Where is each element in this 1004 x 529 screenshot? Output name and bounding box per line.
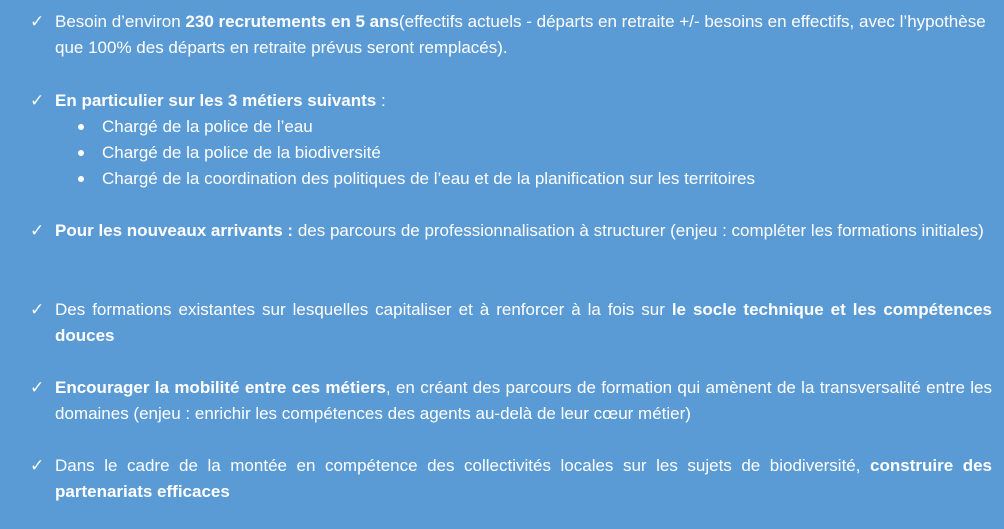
checkmark-icon: ✓ [30, 221, 45, 240]
item-text-bold: le socle technique et les compétences douces [55, 300, 992, 345]
item-text-bold: 230 recrutements en 5 ans [185, 12, 399, 31]
bullet-dot-icon [78, 176, 84, 182]
bullet-dot-icon [78, 124, 84, 130]
item-text-bold: Pour les nouveaux arrivants : [55, 221, 294, 240]
sub-list-item-text: Chargé de la police de l’eau [102, 117, 313, 136]
item-text-part: , en créant des parcours de formation qui amènent de la transversalité entre les domaines (enjeu : enrichir les compétences des agents au-delà de leur cœur métier) [55, 378, 992, 423]
item-text [55, 9, 992, 61]
item-text [55, 218, 992, 244]
item-text [55, 453, 992, 505]
sub-list-item-text: Chargé de la police de la biodiversité [102, 143, 381, 162]
checkmark-icon: ✓ [30, 456, 45, 475]
item-text-bold: Encourager la mobilité entre ces métiers [55, 378, 386, 397]
checkmark-icon: ✓ [30, 12, 45, 31]
checkmark-icon: ✓ [30, 300, 45, 319]
sub-list-item-text: Chargé de la coordination des politiques de l’eau et de la planification sur les territoires [102, 169, 755, 188]
bullet-dot-icon [78, 150, 84, 156]
sub-list-item [0, 114, 1004, 140]
item-text [55, 375, 992, 427]
checkmark-icon: ✓ [30, 91, 45, 110]
checkmark-icon: ✓ [30, 378, 45, 397]
item-text-part: : [376, 91, 386, 110]
sub-list-item [0, 166, 1004, 192]
item-text-part: Dans le cadre de la montée en compétence des collectivités locales sur les sujets de biodiversité, [55, 456, 871, 475]
sub-list-item [0, 140, 1004, 166]
item-text-bold: En particulier sur les 3 métiers suivants [55, 91, 377, 110]
item-text-part: (effectifs actuels - départs en retraite +/- besoins en effectifs, avec l’hypothèse que 100% des départs en retraite prévus seront remplacés). [55, 12, 986, 57]
item-text-part: Des formations existantes sur lesquelles capitaliser et à renforcer à la fois sur [55, 300, 672, 319]
item-text-bold: construire des partenariats efficaces [55, 456, 992, 501]
item-text-part: Besoin d’environ [55, 12, 186, 31]
item-text-part: des parcours de professionnalisation à structurer (enjeu : compléter les formations initiales) [293, 221, 984, 240]
item-text [55, 88, 992, 114]
item-text [55, 297, 992, 349]
